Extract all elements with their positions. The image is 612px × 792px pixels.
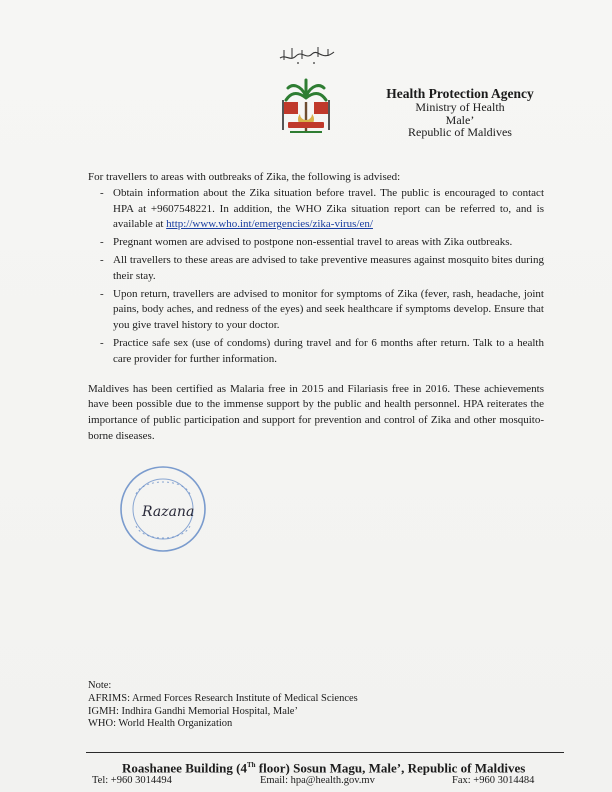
- agency-country: Republic of Maldives: [408, 125, 512, 139]
- advice-item: - Practice safe sex (use of condoms) during travel and for 6 months after return. Talk to a health care provider for further information.: [88, 336, 544, 368]
- footer-contacts: [88, 774, 556, 788]
- footer-email[interactable]: Email: hpa@health.gov.mv: [260, 775, 375, 786]
- who-zika-link[interactable]: http://www.who.int/emergencies/zika-virus/en/: [166, 218, 373, 231]
- official-stamp: [118, 464, 208, 554]
- footer-fax: Fax: +960 3014484: [452, 775, 535, 786]
- advice-list: [88, 186, 544, 368]
- agency-city: Male’: [445, 112, 475, 127]
- notes-heading: Note:: [88, 680, 112, 691]
- closing-paragraph: Maldives has been certified as Malaria free in 2015 and Filariasis free in 2016. These achievements have been possible due to the immense support by the public and health personnel. HPA reiterates the importance of public participation and support for prevention and control of Zika and other mosquito-borne diseases.: [88, 382, 544, 442]
- note-item: AFRIMS: Armed Forces Research Institute of Medical Sciences: [88, 692, 358, 704]
- maldives-emblem: [278, 72, 334, 138]
- bismillah-calligraphy: [278, 44, 336, 66]
- note-item: IGMH: Indhira Gandhi Memorial Hospital, Male’: [88, 705, 298, 717]
- footer-address: Roashanee Building (4Th floor) Sosun Magu, Male’, Republic of Maldives: [122, 760, 526, 776]
- advice-item: - Obtain information about the Zika situation before travel. The public is encouraged to contact HPA at +9607548221. In addition, the WHO Zika situation report can be referred to, and is available at http://www.who.int/emergencies/zika-virus/en/: [88, 186, 544, 233]
- ministry-name: Ministry of Health: [415, 100, 505, 114]
- advice-item: - Pregnant women are advised to postpone non-essential travel to areas with Zika outbreaks.: [88, 235, 544, 251]
- advisory-intro: For travellers to areas with outbreaks of Zika, the following is advised:: [88, 171, 401, 183]
- advisory-body: [88, 170, 544, 445]
- footer-divider: [86, 752, 564, 753]
- notes-section: [88, 680, 358, 731]
- agency-header: [360, 86, 560, 139]
- agency-name: Health Protection Agency: [386, 86, 534, 101]
- note-item: WHO: World Health Organization: [88, 718, 233, 730]
- footer-tel: Tel: +960 3014494: [92, 775, 172, 786]
- signature: Razana: [142, 504, 195, 520]
- advice-item: - All travellers to these areas are advised to take preventive measures against mosquito bites during their stay.: [88, 253, 544, 285]
- advice-item: - Upon return, travellers are advised to monitor for symptoms of Zika (fever, rash, headache, joint pains, body aches, and redness of the eyes) and seek healthcare if symptoms develop. Ensure that you give travel history to your doctor.: [88, 287, 544, 334]
